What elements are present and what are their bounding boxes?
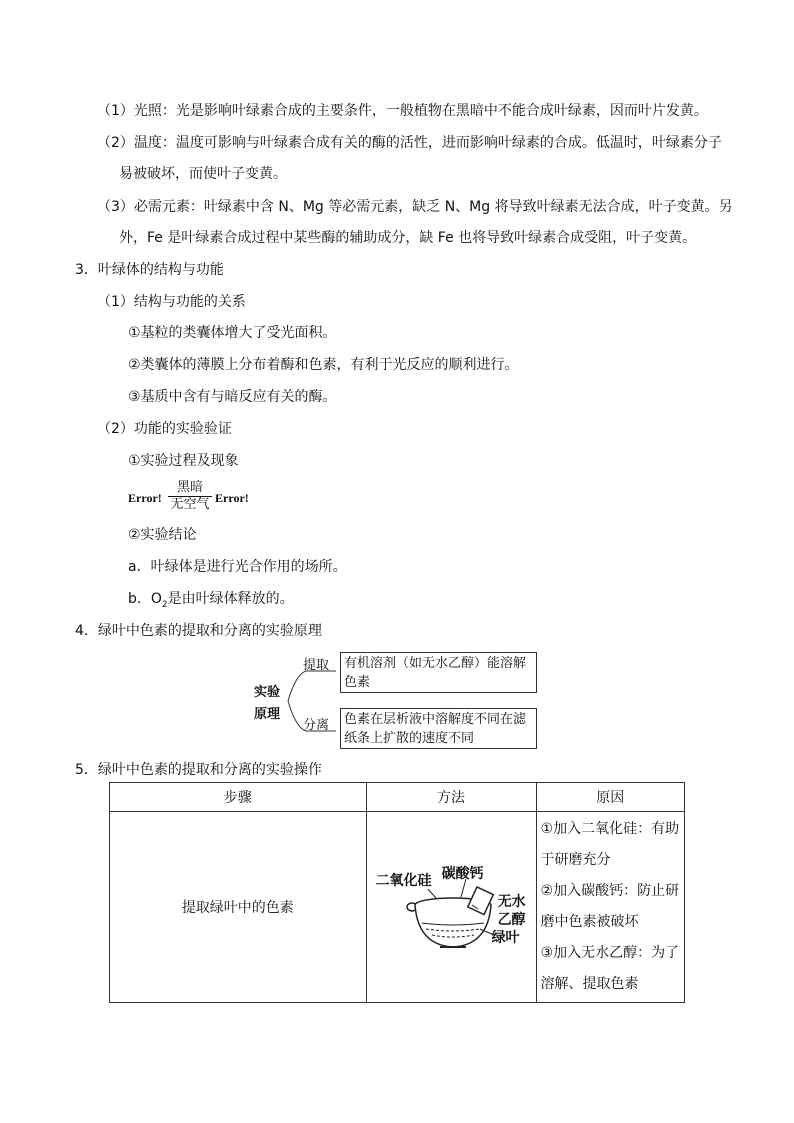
header-step: 步骤 (110, 783, 367, 812)
silica-label: 二氧化硅 (375, 873, 432, 889)
header-method: 方法 (366, 783, 536, 812)
section-heading-3: 3．叶绿体的结构与功能 (75, 262, 224, 278)
principle-label-1: 实验 (254, 685, 281, 700)
step-cell: 提取绿叶中的色素 (110, 812, 367, 1003)
equation-left: Error! (128, 491, 162, 505)
reason-2: ②加入碳酸钙：防止研磨中色素被破坏 (540, 883, 680, 930)
paragraph-temperature-cont: 易被破坏，而使叶子变黄。 (119, 166, 287, 182)
separation-box: 色素在层析液中溶解度不同在滤纸条上扩散的速度不同 (340, 708, 537, 749)
method-cell (366, 812, 536, 1003)
equation-right: Error! (215, 491, 249, 505)
conclusion-a: a．叶绿体是进行光合作用的场所。 (128, 559, 347, 575)
section-heading-4: 4．绿叶中色素的提取和分离的实验原理 (75, 623, 322, 639)
paragraph-elements-cont: 外，Fe 是叶绿素合成过程中某些酶的辅助成分，缺 Fe 也将导致叶绿素合成受阻，叶子变黄。 (119, 230, 697, 246)
equation-condition-top: 黑暗 (176, 480, 203, 495)
reason-1: ①加入二氧化硅：有助于研磨充分 (540, 821, 680, 868)
conclusion-b: b．$O_2$是由叶绿体释放的。 (128, 591, 294, 610)
mortar-illustration (368, 813, 533, 1001)
operation-table (109, 782, 685, 1003)
structure-point-1: ①基粒的类囊体增大了受光面积。 (128, 325, 337, 341)
branch-separation: 分离 (303, 718, 330, 733)
structure-point-2: ②类囊体的薄膜上分布着酶和色素，有利于光反应的顺利进行。 (128, 357, 519, 373)
structure-point-3: ③基质中含有与暗反应有关的酶。 (128, 389, 337, 405)
ethanol-label-2: 乙醇 (497, 912, 526, 928)
ethanol-label-1: 无水 (497, 894, 526, 910)
leaf-label: 绿叶 (491, 930, 520, 946)
mortar-drawing (368, 813, 533, 1001)
subsection-verification: （2）功能的实验验证 (97, 421, 232, 437)
subsection-structure: （1）结构与功能的关系 (97, 294, 246, 310)
caco3-label: 碳酸钙 (441, 866, 484, 882)
header-reason: 原因 (536, 783, 684, 812)
section-heading-5: 5．绿叶中色素的提取和分离的实验操作 (75, 762, 322, 778)
verification-process: ①实验过程及现象 (128, 453, 239, 469)
table-row (110, 812, 685, 1003)
paragraph-elements: （3）必需元素：叶绿素中含 N、Mg 等必需元素，缺乏 N、Mg 将导致叶绿素无法合成，叶子变黄。另 (97, 199, 733, 215)
verification-conclusion: ②实验结论 (128, 527, 197, 543)
reason-cell (536, 812, 684, 1003)
equation-condition-bottom: 无空气 (170, 497, 210, 512)
principle-brackets (286, 660, 342, 750)
reason-3: ③加入无水乙醇：为了溶解、提取色素 (540, 945, 680, 992)
branch-extraction: 提取 (303, 658, 330, 673)
principle-label-2: 原理 (254, 707, 281, 722)
table-header-row (110, 783, 685, 812)
paragraph-temperature: （2）温度：温度可影响与叶绿素合成有关的酶的活性，进而影响叶绿素的合成。低温时，叶绿素分子 (97, 135, 722, 151)
paragraph-light: （1）光照：光是影响叶绿素合成的主要条件，一般植物在黑暗中不能合成叶绿素，因而叶片发黄。 (97, 103, 708, 119)
extraction-box: 有机溶剂（如无水乙醇）能溶解色素 (340, 652, 537, 693)
